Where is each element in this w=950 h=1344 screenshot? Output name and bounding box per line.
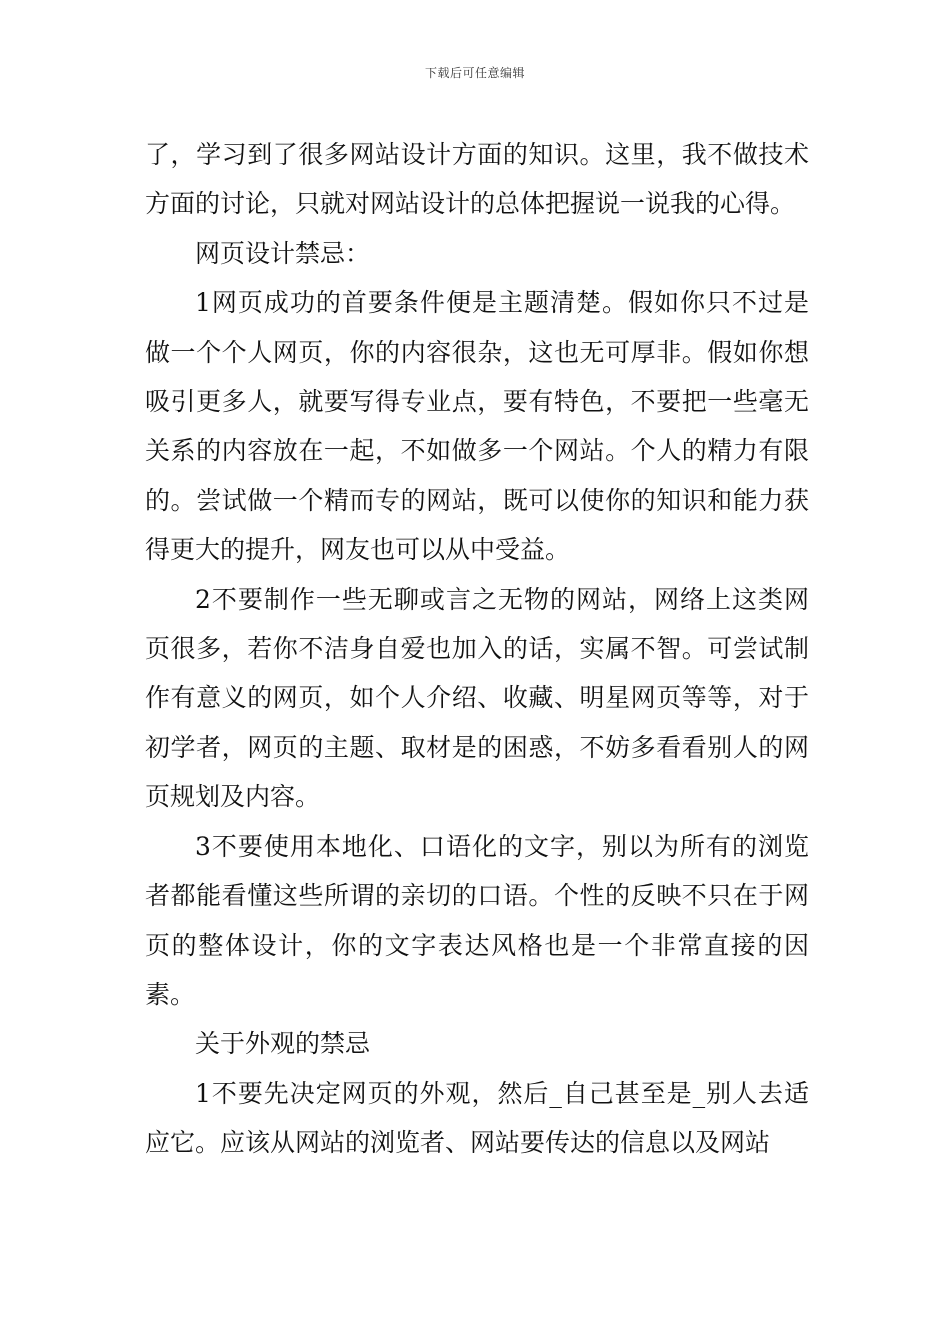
paragraph-taboo-1: 1网页成功的首要条件便是主题清楚。假如你只不过是做一个个人网页，你的内容很杂，这也无可厚非。假如你想吸引更多人，就要写得专业点，要有特色，不要把一些毫无关系的内容放在一起，不如做多一个网站。个人的精力有限的。尝试做一个精而专的网站，既可以使你的知识和能力获得更大的提升，网友也可以从中受益。 [145, 288, 809, 565]
paragraph-intro-continuation: 了，学习到了很多网站设计方面的知识。这里，我不做技术方面的讨论，只就对网站设计的总体把握说一说我的心得。 [145, 140, 809, 219]
paragraph-appearance-taboo-1: 1不要先决定网页的外观，然后_自己甚至是_别人去适应它。应该从网站的浏览者、网站要传达的信息以及网站 [145, 1078, 809, 1158]
document-body [145, 130, 809, 1168]
section-heading-appearance-taboos: 关于外观的禁忌 [195, 1029, 371, 1059]
paragraph-taboo-3: 3不要使用本地化、口语化的文字，别以为所有的浏览者都能看懂这些所谓的亲切的口语。个性的反映不只在于网页的整体设计，你的文字表达风格也是一个非常直接的因素。 [145, 831, 809, 1009]
section-heading-web-design-taboos: 网页设计禁忌： [195, 238, 371, 268]
paragraph-taboo-2: 2不要制作一些无聊或言之无物的网站，网络上这类网页很多，若你不洁身自爱也加入的话，实属不智。可尝试制作有意义的网页，如个人介绍、收藏、明星网页等等，对于初学者，网页的主题、取材是的困惑，不妨多看看别人的网页规划及内容。 [145, 584, 809, 812]
page-header-note: 下载后可任意编辑 [424, 66, 525, 80]
